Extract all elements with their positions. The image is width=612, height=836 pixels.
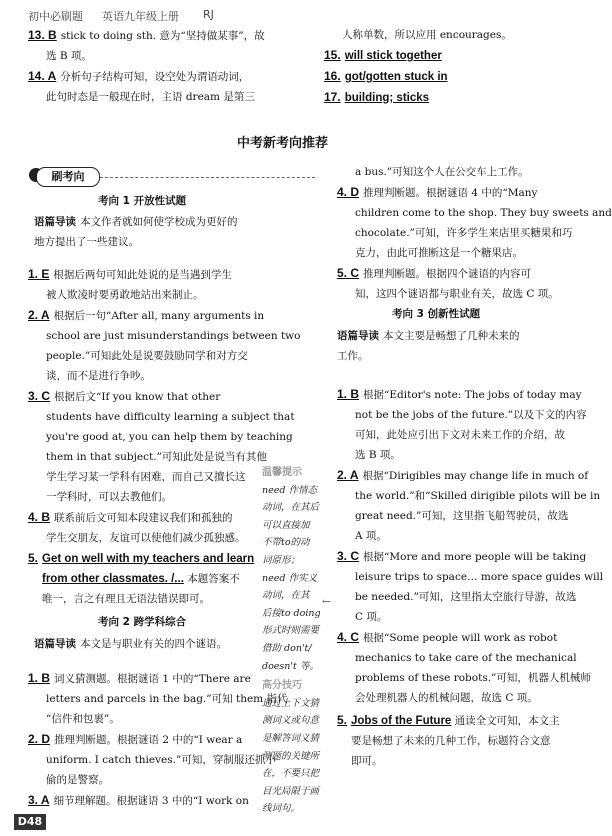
answer-5-creative [337,710,559,771]
answer-line [28,668,263,689]
arrow-icon: ← [322,595,332,608]
answer-number: 2. D [28,732,51,746]
text-line: 词原形； [262,554,301,566]
explanation-text: 根据“Dirigibles may change life in much of [362,470,589,482]
answer-line [28,770,263,790]
answer-number: 5. [337,713,348,727]
explanation-text: 一学科时，可以去教他们。 [46,491,172,503]
explanation-text: 学生学习某一学科有困难，而自己又擅长这 [46,471,246,483]
answer-line [337,546,587,567]
section-heading-1: 考向 1 开放性试题 [98,195,187,207]
answers-group-2-cont [337,162,612,304]
answer-line [28,346,263,366]
tip-body [262,482,326,676]
explanation-text: 可知，此处应引出下文对未来工作的介绍，故 [355,429,565,441]
answer-text: building; sticks [344,92,430,104]
explanation-text: 学生交朋友，友谊可以使他们减少孤独感。 [46,532,246,544]
answer-line [28,467,263,487]
explanation-text: students have difficulty learning a subject that [46,411,295,423]
explanation-text: be needed.”可知，这里指太空旅行导游，故选 [355,591,577,603]
explanation-text: C 项。 [355,611,388,623]
text-line: 后接to doing [262,607,321,619]
answer-number: 3. C [28,389,51,403]
explanation-text: 谈，而不是进行争吵。 [46,370,151,382]
answer-line [337,384,582,405]
answer-line [324,45,554,66]
explanation-text: people.”可知此处是说要鼓励同学和对方交 [46,350,248,362]
answer-line [337,162,559,182]
answer-text: Jobs of the Future [351,715,452,727]
answer-line [337,223,573,243]
answer-text: will stick together [344,50,442,62]
tip-body [262,695,326,818]
explanation-text: stick to doing sth. 意为“坚持做某事”，故 [60,30,265,42]
answer-number: 1. B [337,387,360,401]
tip-heading: 高分技巧 [262,680,302,692]
explanation-text: 联系前后文可知本段建议我们和孤独的 [54,512,233,524]
answer-line [337,567,604,587]
answer-number: 13. B [28,28,57,42]
answer-line [28,507,263,528]
answer-number: 2. A [337,468,359,482]
text-line: 可以直接加 [262,519,310,531]
explanation-text: mechanics to take care of the mechanical [355,652,577,664]
section-heading-2: 考向 2 跨学科综合 [98,616,187,628]
answer-number: 17. [324,90,341,104]
page-header [0,0,565,26]
explanation-text: them in that subject.”可知此处是说当有其他 [46,451,267,463]
explanation-text: 人称单数，所以应用 encourages。 [342,29,512,41]
explanation-text: 此句时态是一般现在时，主语 dream 是第三 [46,91,255,103]
text-line: 测词义或句意 [262,715,320,727]
answer-line [337,445,559,465]
text-line: 是解答词义猜 [262,732,320,744]
answer-text: from other classmates. /... [42,573,184,585]
subject-name: 英语九年级上册 [102,10,179,23]
explanation-text: “信件和包裹”。 [46,713,120,725]
answer-number: 5. C [337,266,360,280]
answer-line [324,66,554,87]
explanation-text: great need.”可知，这里指飞船驾驶员，故选 [355,510,569,522]
explanation-text: 被人欺凌时要勇敢地站出来制止。 [46,289,204,301]
answer-number: 1. E [28,267,50,281]
answer-number: 15. [324,48,341,62]
answer-number: 1. B [28,671,51,685]
explanation-text: 根据后文“If you know that other [54,391,221,403]
answer-line [28,66,263,87]
answer-line [337,688,559,708]
answer-line [324,87,554,108]
answer-line [28,689,288,709]
answer-note: 本题答案不 [187,573,240,585]
text-line: doesn't 等。 [262,660,319,672]
text-line: 测题的关键所 [262,750,320,762]
answer-5-open [28,548,268,609]
explanation-text: the world.”和“Skilled dirigible pilots will be in [355,490,601,502]
explanation-text: 根据后两句可知此处说的是当遇到学生 [53,269,232,281]
text-line: need 作实义 [262,572,317,584]
answer-line [324,25,554,45]
answer-line [28,427,293,447]
answer-line [337,263,559,284]
answer-line [28,46,263,66]
answer-line [337,506,569,526]
book-name: 初中必刷题 [28,10,83,23]
answer-line [28,264,263,285]
text-line: 不带to的动 [262,537,310,549]
explanation-text: letters and parcels in the bag.”可知 them 指代 [46,693,288,705]
answer-line [28,709,263,729]
text-line: 借助 don't/ [262,642,312,654]
text-line: 目光局限于画 [262,785,320,797]
explanation-text: 分析句子结构可知，设空处为谓语动词， [60,71,250,83]
answer-note: 通读全文可知，本文主 [454,715,560,727]
answer-line [337,243,559,263]
explanation-text: uniform. I catch thieves.”可知，穿制服还抓小 [46,754,276,766]
answer-line [28,386,263,407]
guide-label: 语篇导读 [34,638,76,650]
text-line: 动词，在其后 [262,502,320,514]
guide-line [34,634,259,654]
answer-line [337,203,612,223]
explanation-text: 根据“Some people will work as robot [363,632,558,644]
answer-line [28,25,263,46]
answer-line [28,305,263,326]
answer-line [28,487,263,507]
answer-line [337,425,565,445]
text-line: 动词，在其 [262,590,310,602]
explanation-text: 词义猜测题。根据谜语 1 中的“There are [54,673,251,685]
answer-number: 3. C [337,549,360,563]
answer-line [28,528,263,548]
explanation-text: 会处理机器人的机械问题，故选 C 项。 [355,692,538,704]
explanation-text: chocolate.”可知，许多学生来店里买糖果和巧 [355,227,573,239]
text-line: 在，不要只把 [262,768,320,780]
explanation-text: 细节理解题。根据谜语 3 中的“I work on [53,795,249,807]
text-line: 形式时则需要 [262,625,320,637]
tip-heading: 温馨提示 [262,467,302,478]
answer-line [337,587,577,607]
edition-label: RJ [203,8,214,21]
guide-line [34,232,259,252]
brand-badge: 刷考向 [36,167,100,187]
explanation-text: 根据后一句“After all, many arguments in [53,310,265,322]
guide-label: 语篇导读 [337,330,379,342]
answer-line [28,285,263,305]
answer-number: 4. D [337,185,360,199]
answer-line [337,284,559,304]
explanation-text: school are just misunderstandings between two [46,330,301,342]
answer-line [28,447,267,467]
explanation-text: 推理判断题。根据四个谜语的内容可 [363,268,532,280]
reading-guide-3 [337,326,559,366]
explanation-text: you're good at, you can help them by teaching [46,431,293,443]
explanation-text: a bus.”可知这个人在公交车上工作。 [355,166,529,178]
text-line: need 作情态 [262,484,317,496]
guide-line [337,346,559,366]
text-line: 线词句。 [262,803,301,815]
answer-note: 唯一，言之有理且无语法错误即可。 [42,593,210,605]
divider-line [100,177,315,178]
answer-number: 14. A [28,69,57,83]
answer-number: 5. [28,551,39,565]
answer-line [337,607,559,627]
answer-number: 3. A [28,793,50,807]
explanation-text: children come to the shop. They buy sweets and [355,207,612,219]
answer-text: Get on well with my teachers and learn [42,553,255,565]
answer-line [337,465,589,486]
top-left-answers [28,25,263,107]
answer-line [28,326,301,346]
explanation-text: 选 B 项。 [355,449,401,461]
guide-text: 地方提出了一些建议。 [34,236,139,248]
explanation-text: problems of these robots.”可知，机器人机械师 [355,672,591,684]
answer-line [28,750,276,770]
guide-text: 本文是与职业有关的四个谜语。 [80,638,227,650]
top-right-answers [324,25,554,108]
answer-number: 2. A [28,308,50,322]
answer-number: 16. [324,69,341,83]
guide-text: 工作。 [337,350,369,362]
explanation-text: A 项。 [355,530,387,542]
explanation-text: 推理判断题。根据谜语 4 中的“Many [363,187,538,199]
answer-line [337,668,591,688]
guide-text: 本文作者就如何使学校成为更好的 [80,216,238,228]
answer-number: 4. B [28,510,51,524]
section-heading-3: 考向 3 创新性试题 [392,308,481,320]
text-line: 即可。 [351,755,383,767]
explanation-text: 根据“More and more people will be taking [363,551,587,563]
explanation-text: leisure trips to space… more space guides will [355,571,604,583]
tip-sidebar [262,464,326,818]
answer-number: 4. C [337,630,360,644]
guide-line [337,326,559,346]
answer-line [337,182,559,203]
explanation-text: 知，这四个谜语都与职业有关，故选 C 项。 [355,288,559,300]
section-title: 中考新考向推荐 [236,136,328,151]
explanation-text: 选 B 项。 [46,50,92,62]
answers-group-3 [337,384,604,708]
answer-line [337,486,601,506]
explanation-text: 推理判断题。根据谜语 2 中的“I wear a [54,734,243,746]
explanation-text: 克力，由此可推断这是一个糖果店。 [355,247,523,259]
text-line: 要是畅想了未来的几种工作，标题符合文意 [351,735,551,747]
explanation-text: 偷的是警察。 [46,774,109,786]
guide-text: 本文主要是畅想了几种未来的 [383,330,520,342]
answer-line [337,627,559,648]
explanation-text: 根据“Editor's note: The jobs of today may [363,389,582,401]
answer-line [28,407,295,427]
answer-line [28,366,263,386]
answer-line [28,790,263,811]
answer-line [28,87,263,107]
page-number: D48 [14,814,46,830]
reading-guide-1 [34,212,259,252]
answer-line [337,405,587,425]
answer-line [28,729,263,750]
guide-line [34,212,259,232]
answer-line [337,526,559,546]
explanation-text: not be the jobs of the future.”以及下文的内容 [355,409,587,421]
reading-guide-2 [34,634,259,654]
answer-text: got/gotten stuck in [344,71,448,83]
guide-label: 语篇导读 [34,216,76,228]
answer-line [337,648,577,668]
text-line: 通过上下文猜 [262,697,320,709]
